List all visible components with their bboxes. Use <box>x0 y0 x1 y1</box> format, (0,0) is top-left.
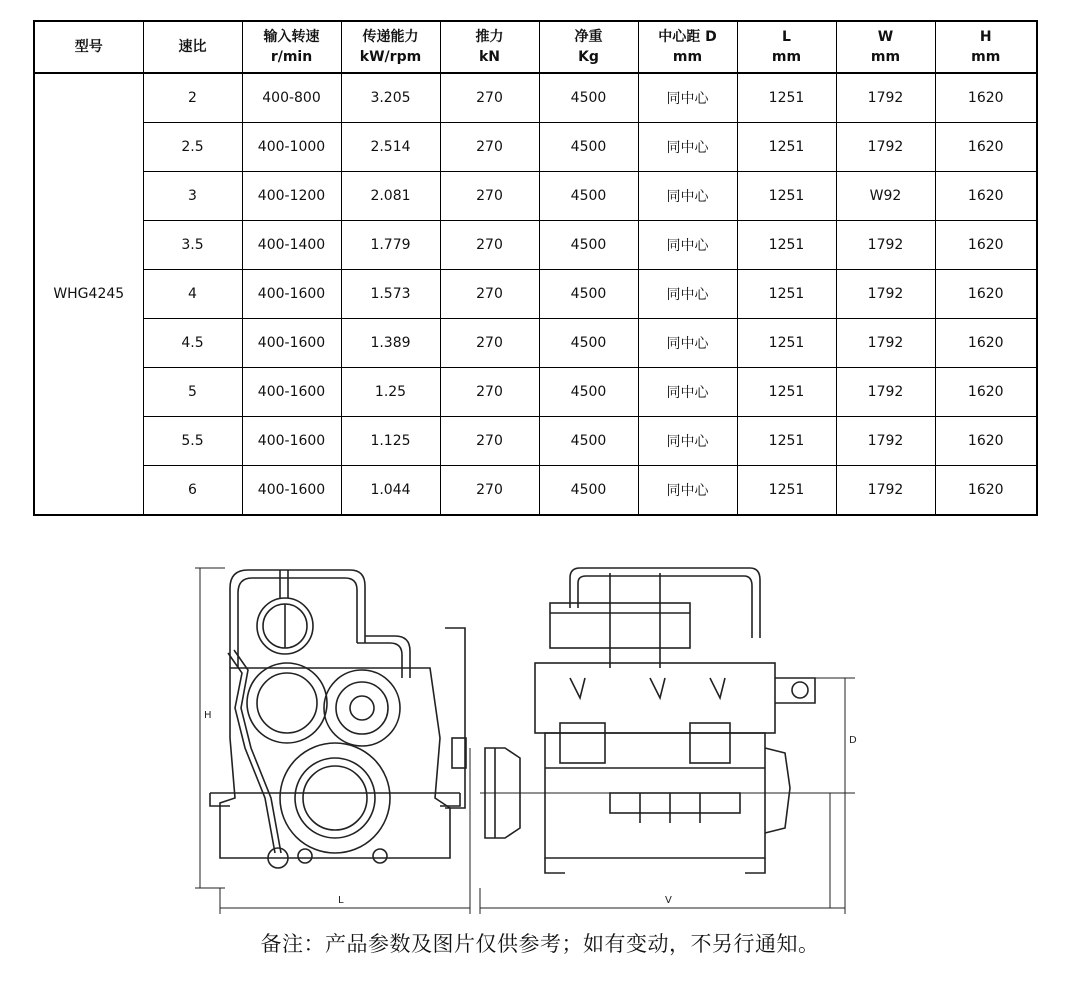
dim-label-d: D <box>849 735 857 746</box>
dim-label-w: V <box>665 895 672 906</box>
header-input-speed: 输入转速 r/min <box>242 21 341 73</box>
table-cell: 3.5 <box>143 221 242 270</box>
table-cell: 1620 <box>935 466 1037 516</box>
table-cell: 同中心 <box>638 221 737 270</box>
table-cell: 4500 <box>539 123 638 172</box>
header-ratio: 速比 <box>143 21 242 73</box>
table-cell: 1620 <box>935 172 1037 221</box>
table-cell: 1.125 <box>341 417 440 466</box>
front-view <box>195 568 470 914</box>
table-cell: 同中心 <box>638 368 737 417</box>
table-cell: 同中心 <box>638 123 737 172</box>
table-cell: 2.081 <box>341 172 440 221</box>
table-cell: 6 <box>143 466 242 516</box>
table-cell: 270 <box>440 319 539 368</box>
table-cell: 1620 <box>935 417 1037 466</box>
gearbox-drawing <box>190 558 860 918</box>
table-cell: 400-1600 <box>242 466 341 516</box>
spec-table <box>33 20 1038 516</box>
table-cell: 1792 <box>836 417 935 466</box>
table-cell: 1251 <box>737 172 836 221</box>
table-cell: 1.573 <box>341 270 440 319</box>
table-cell: 4500 <box>539 319 638 368</box>
table-header-row <box>34 21 1037 73</box>
table-cell: 4500 <box>539 417 638 466</box>
table-cell: 1.25 <box>341 368 440 417</box>
table-row <box>34 172 1037 221</box>
table-row <box>34 221 1037 270</box>
table-cell: 同中心 <box>638 172 737 221</box>
model-cell: WHG4245 <box>34 73 143 515</box>
table-cell: 1251 <box>737 270 836 319</box>
table-row <box>34 466 1037 516</box>
table-cell: W92 <box>836 172 935 221</box>
table-cell: 270 <box>440 466 539 516</box>
header-width: W mm <box>836 21 935 73</box>
table-cell: 1251 <box>737 123 836 172</box>
table-cell: 400-800 <box>242 73 341 123</box>
table-cell: 1792 <box>836 368 935 417</box>
table-cell: 1251 <box>737 319 836 368</box>
table-cell: 400-1600 <box>242 319 341 368</box>
table-cell: 270 <box>440 172 539 221</box>
table-cell: 270 <box>440 417 539 466</box>
dim-label-h: H <box>204 710 212 721</box>
table-cell: 270 <box>440 368 539 417</box>
table-cell: 2 <box>143 73 242 123</box>
table-cell: 1792 <box>836 270 935 319</box>
header-model: 型号 <box>34 21 143 73</box>
table-cell: 400-1400 <box>242 221 341 270</box>
table-cell: 1792 <box>836 123 935 172</box>
table-body <box>34 73 1037 515</box>
header-weight: 净重 Kg <box>539 21 638 73</box>
dim-label-l: L <box>338 895 344 906</box>
table-cell: 2.514 <box>341 123 440 172</box>
table-cell: 400-1000 <box>242 123 341 172</box>
table-cell: 400-1600 <box>242 417 341 466</box>
table-cell: 1792 <box>836 221 935 270</box>
table-cell: 同中心 <box>638 417 737 466</box>
header-length: L mm <box>737 21 836 73</box>
table-cell: 同中心 <box>638 319 737 368</box>
header-capacity: 传递能力 kW/rpm <box>341 21 440 73</box>
table-cell: 3.205 <box>341 73 440 123</box>
side-view <box>480 568 855 914</box>
table-cell: 1.389 <box>341 319 440 368</box>
table-cell: 同中心 <box>638 466 737 516</box>
table-cell: 400-1600 <box>242 368 341 417</box>
table-cell: 1620 <box>935 270 1037 319</box>
header-center-distance: 中心距 D mm <box>638 21 737 73</box>
table-cell: 同中心 <box>638 73 737 123</box>
table-cell: 1251 <box>737 221 836 270</box>
table-cell: 270 <box>440 73 539 123</box>
table-cell: 5.5 <box>143 417 242 466</box>
table-row <box>34 368 1037 417</box>
header-height: H mm <box>935 21 1037 73</box>
table-cell: 1792 <box>836 73 935 123</box>
table-cell: 400-1200 <box>242 172 341 221</box>
table-row <box>34 123 1037 172</box>
table-row <box>34 270 1037 319</box>
table-row <box>34 73 1037 123</box>
table-cell: 1620 <box>935 221 1037 270</box>
table-cell: 4500 <box>539 73 638 123</box>
table-cell: 4500 <box>539 368 638 417</box>
table-cell: 2.5 <box>143 123 242 172</box>
table-cell: 1620 <box>935 73 1037 123</box>
table-row <box>34 417 1037 466</box>
table-cell: 270 <box>440 270 539 319</box>
table-cell: 270 <box>440 221 539 270</box>
table-cell: 400-1600 <box>242 270 341 319</box>
table-cell: 1620 <box>935 319 1037 368</box>
table-cell: 3 <box>143 172 242 221</box>
table-cell: 1620 <box>935 368 1037 417</box>
table-cell: 270 <box>440 123 539 172</box>
table-cell: 4 <box>143 270 242 319</box>
table-cell: 5 <box>143 368 242 417</box>
table-cell: 1251 <box>737 368 836 417</box>
disclaimer-note: 备注：产品参数及图片仅供参考；如有变动，不另行通知。 <box>260 932 820 956</box>
table-cell: 4500 <box>539 270 638 319</box>
table-cell: 1.779 <box>341 221 440 270</box>
table-cell: 1251 <box>737 73 836 123</box>
table-cell: 1620 <box>935 123 1037 172</box>
table-cell: 同中心 <box>638 270 737 319</box>
table-cell: 1251 <box>737 417 836 466</box>
table-cell: 4500 <box>539 466 638 516</box>
table-cell: 4500 <box>539 172 638 221</box>
table-cell: 1.044 <box>341 466 440 516</box>
table-cell: 1251 <box>737 466 836 516</box>
table-cell: 4500 <box>539 221 638 270</box>
table-cell: 1792 <box>836 319 935 368</box>
table-cell: 4.5 <box>143 319 242 368</box>
header-thrust: 推力 kN <box>440 21 539 73</box>
table-cell: 1792 <box>836 466 935 516</box>
table-row <box>34 319 1037 368</box>
